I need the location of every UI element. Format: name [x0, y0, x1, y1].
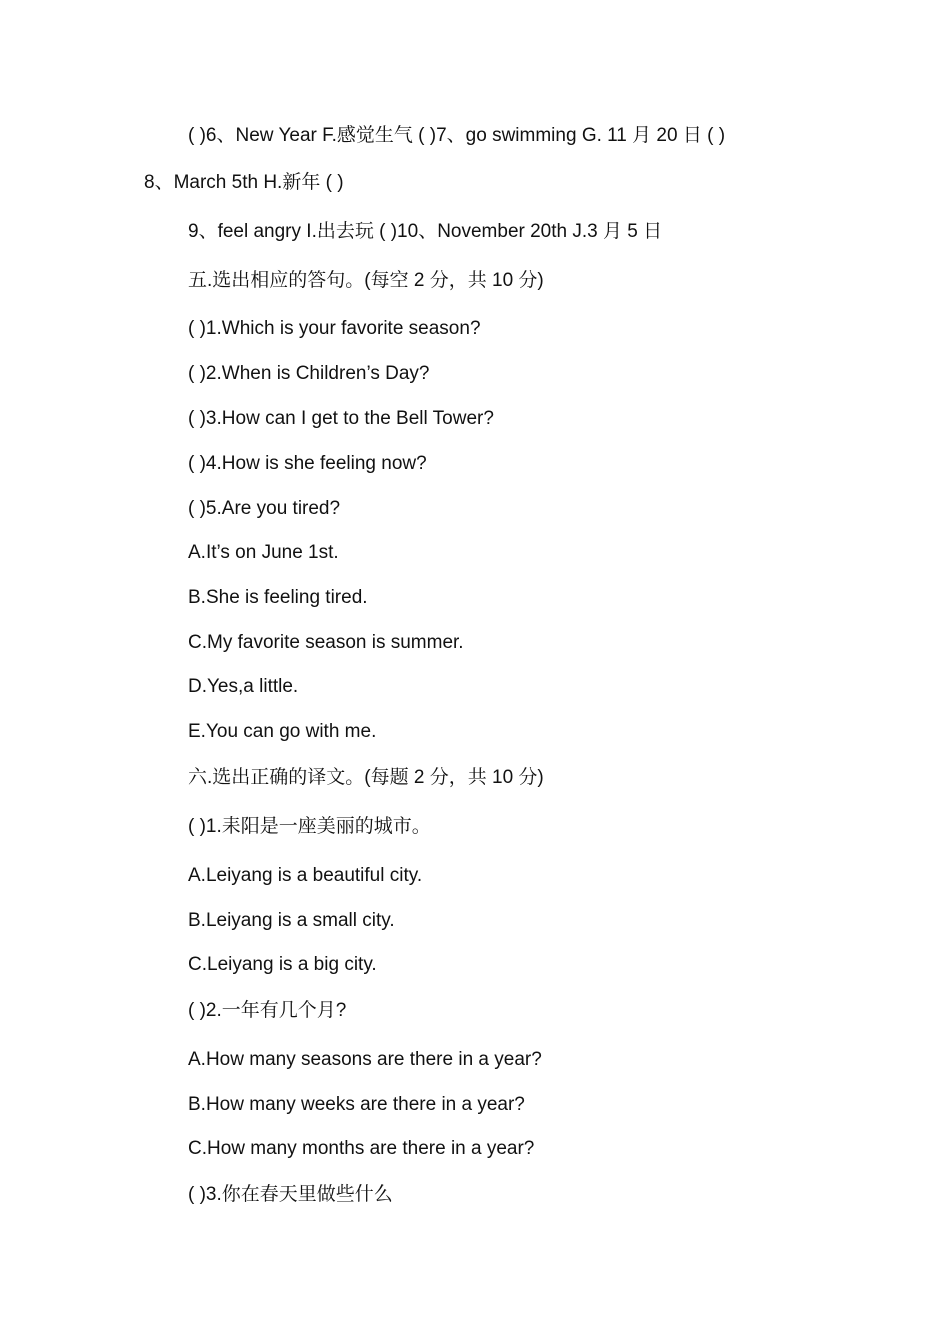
question-6-2-option-b: B.How many weeks are there in a year?: [188, 1094, 525, 1115]
section-6-heading: 六.选出正确的译文。(每题 2 分，共 10 分): [188, 767, 544, 788]
answer-option-b: B.She is feeling tired.: [188, 587, 368, 608]
question-5-3: ( )3.How can I get to the Bell Tower?: [188, 408, 494, 429]
question-5-2: ( )2.When is Children’s Day?: [188, 363, 430, 384]
answer-option-d: D.Yes,a little.: [188, 676, 299, 697]
answer-option-e: E.You can go with me.: [188, 721, 377, 742]
question-6-3: ( )3.你在春天里做些什么: [188, 1184, 393, 1205]
matching-line-8: 8、March 5th H.新年 ( ): [144, 172, 344, 193]
question-6-1-option-c: C.Leiyang is a big city.: [188, 954, 377, 975]
question-6-2: ( )2.一年有几个月?: [188, 1000, 347, 1021]
matching-line-6-7: ( )6、New Year F.感觉生气 ( )7、go swimming G. 11 月 20 日 ( ): [188, 125, 726, 146]
matching-line-9-10: 9、feel angry I.出去玩 ( )10、November 20th J.3 月 5 日: [188, 221, 663, 242]
question-5-5: ( )5.Are you tired?: [188, 498, 341, 519]
question-6-1-option-a: A.Leiyang is a beautiful city.: [188, 865, 423, 886]
answer-option-c: C.My favorite season is summer.: [188, 632, 464, 653]
question-5-4: ( )4.How is she feeling now?: [188, 453, 427, 474]
question-6-1-option-b: B.Leiyang is a small city.: [188, 910, 395, 931]
answer-option-a: A.It’s on June 1st.: [188, 542, 339, 563]
question-6-1: ( )1.耒阳是一座美丽的城市。: [188, 816, 431, 837]
question-6-2-option-a: A.How many seasons are there in a year?: [188, 1049, 542, 1070]
section-5-heading: 五.选出相应的答句。(每空 2 分，共 10 分): [188, 270, 544, 291]
question-5-1: ( )1.Which is your favorite season?: [188, 318, 481, 339]
question-6-2-option-c: C.How many months are there in a year?: [188, 1138, 535, 1159]
